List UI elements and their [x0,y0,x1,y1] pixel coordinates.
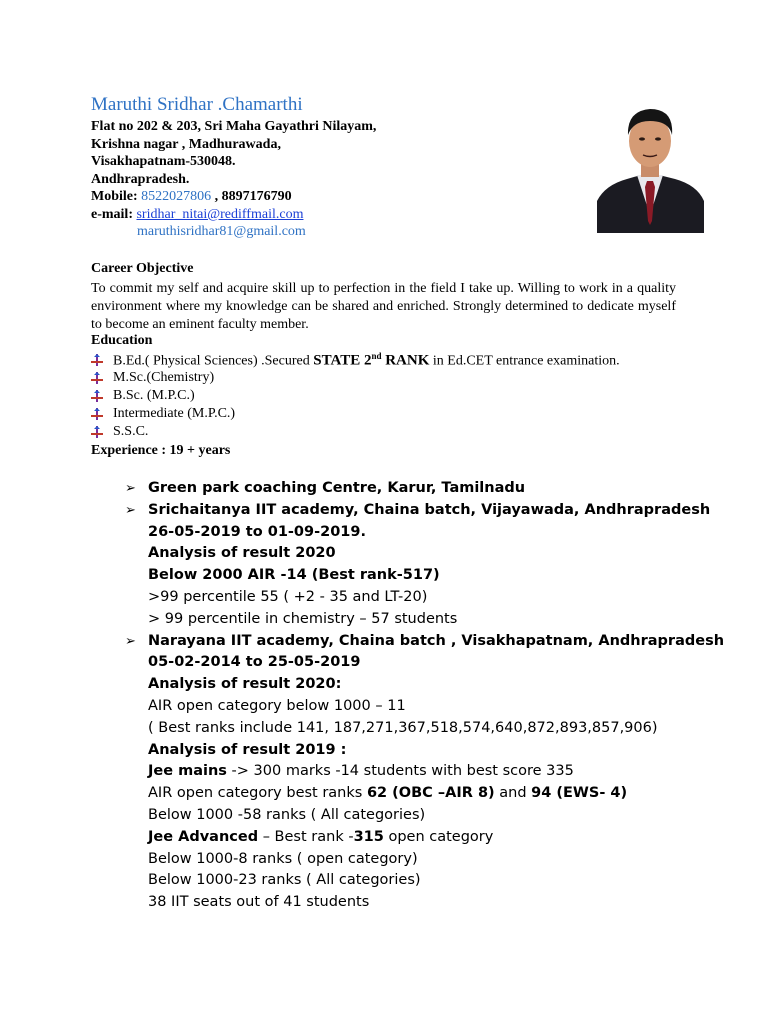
air-open-best-line [125,783,724,805]
arrow-bullet-icon [91,372,103,384]
education-msc-label: M.Sc.(Chemistry) [113,370,215,385]
air-open-obc: 62 (OBC –AIR 8) [366,785,495,802]
narayana-dates: 05-02-2014 to 25-05-2019 [148,654,361,671]
candidate-name: Maruthi Sridhar .Chamarthi [91,94,303,115]
address-line-2: Krishna nagar , Madhurawada, [91,136,281,152]
narayana-analysis-2020: Analysis of result 2020: [148,676,342,693]
narayana-best-ranks: ( Best ranks include 141, 187,271,367,518,574,640,872,893,857,906) [148,719,658,736]
mobile-number-1[interactable]: 8522027806 [141,189,212,204]
email-link-1[interactable]: sridhar_nitai@rediffmail.com [136,206,304,222]
career-objective-heading: Career Objective [91,261,194,276]
email-line [91,206,376,224]
address-line-3: Visakhapatnam-530048. [91,154,236,169]
chevron-right-icon: ➢ [125,481,136,496]
chevron-right-icon: ➢ [125,502,136,518]
iit-seats: 38 IIT seats out of 41 students [148,894,370,911]
below-1000-open: Below 1000-8 ranks ( open category) [148,850,418,867]
experience-srichaitanya: Srichaitanya IIT academy, Chaina batch, Vijayawada, Andhrapradesh [148,501,711,518]
mobile-label: Mobile: [91,189,138,204]
srichaitanya-analysis-heading: Analysis of result 2020 [148,545,336,562]
profile-photo [597,89,704,233]
below-1000-all: Below 1000 -58 ranks ( All categories) [148,806,426,823]
rank-superscript: nd [371,351,382,361]
rank-word: RANK [381,352,430,369]
experience-entry-srichaitanya [125,500,724,522]
email-label: e-mail: [91,206,133,222]
education-item-intermediate [91,406,235,422]
education-item-ssc [91,424,148,440]
address-line-4: Andhrapradesh. [91,171,190,187]
jee-advanced-pre: – Best rank - [258,828,354,845]
education-item-bsc [91,388,195,404]
education-item-msc [91,370,214,386]
career-objective-text: To commit my self and acquire skill up to perfection in the field I take up. Willing to work in a quality environment where my knowledge can be shared and enriched. Strongly determined to dedicate myself to become an eminent faculty member. [91,281,676,332]
jee-advanced-rank: 315 [353,828,384,845]
state-rank-text: STATE 2 [313,352,372,369]
srichaitanya-percentile-1: >99 percentile 55 ( +2 - 35 and LT-20) [148,588,428,605]
experience-heading: Experience : 19 + years [91,443,231,458]
jee-mains-text: -> 300 marks -14 students with best score 335 [226,763,574,780]
education-ssc-label: S.S.C. [113,424,149,439]
email-link-2[interactable]: maruthisridhar81@gmail.com [137,224,306,239]
experience-entry-narayana [125,631,724,653]
mobile-number-2: , 8897176790 [214,189,292,204]
education-item-bed [91,351,620,370]
air-open-ews: 94 (EWS- 4) [531,785,628,802]
arrow-bullet-icon [91,408,103,420]
bed-text-pre: B.Ed.( Physical Sciences) .Secured [113,353,314,369]
air-open-mid: and [494,785,532,802]
narayana-analysis-2019: Analysis of result 2019 : [148,741,347,758]
mobile-line [91,188,376,206]
experience-green-park: Green park coaching Centre, Karur, Tamilnadu [148,480,526,496]
srichaitanya-dates: 26-05-2019 to 01-09-2019. [148,523,366,540]
arrow-bullet-icon [91,390,103,402]
experience-entry-green-park [125,478,724,500]
jee-advanced-line [125,827,724,849]
education-heading: Education [91,333,153,348]
jee-mains-label: Jee mains [148,763,227,780]
experience-narayana: Narayana IIT academy, Chaina batch , Visakhapatnam, Andhrapradesh [148,632,725,649]
email-line-2 [91,223,376,241]
experience-list [125,478,724,914]
education-intermediate-label: Intermediate (M.P.C.) [113,406,236,421]
address-line-1: Flat no 202 & 203, Sri Maha Gayathri Nilayam, [91,119,377,134]
srichaitanya-below-2000: Below 2000 AIR -14 (Best rank-517) [148,567,440,584]
contact-block [91,118,376,241]
air-open-pre: AIR open category best ranks [148,785,367,802]
jee-advanced-label: Jee Advanced [148,828,259,845]
srichaitanya-percentile-2: > 99 percentile in chemistry – 57 students [148,610,458,627]
arrow-bullet-icon [91,354,103,366]
chevron-right-icon: ➢ [125,633,136,649]
bed-text-post: in Ed.CET entrance examination. [429,353,620,369]
arrow-bullet-icon [91,426,103,438]
education-bsc-label: B.Sc. (M.P.C.) [113,388,195,403]
jee-mains-line [125,761,724,783]
below-1000-all-2: Below 1000-23 ranks ( All categories) [148,872,421,889]
jee-advanced-post: open category [383,828,494,845]
narayana-air-open: AIR open category below 1000 – 11 [148,697,406,714]
